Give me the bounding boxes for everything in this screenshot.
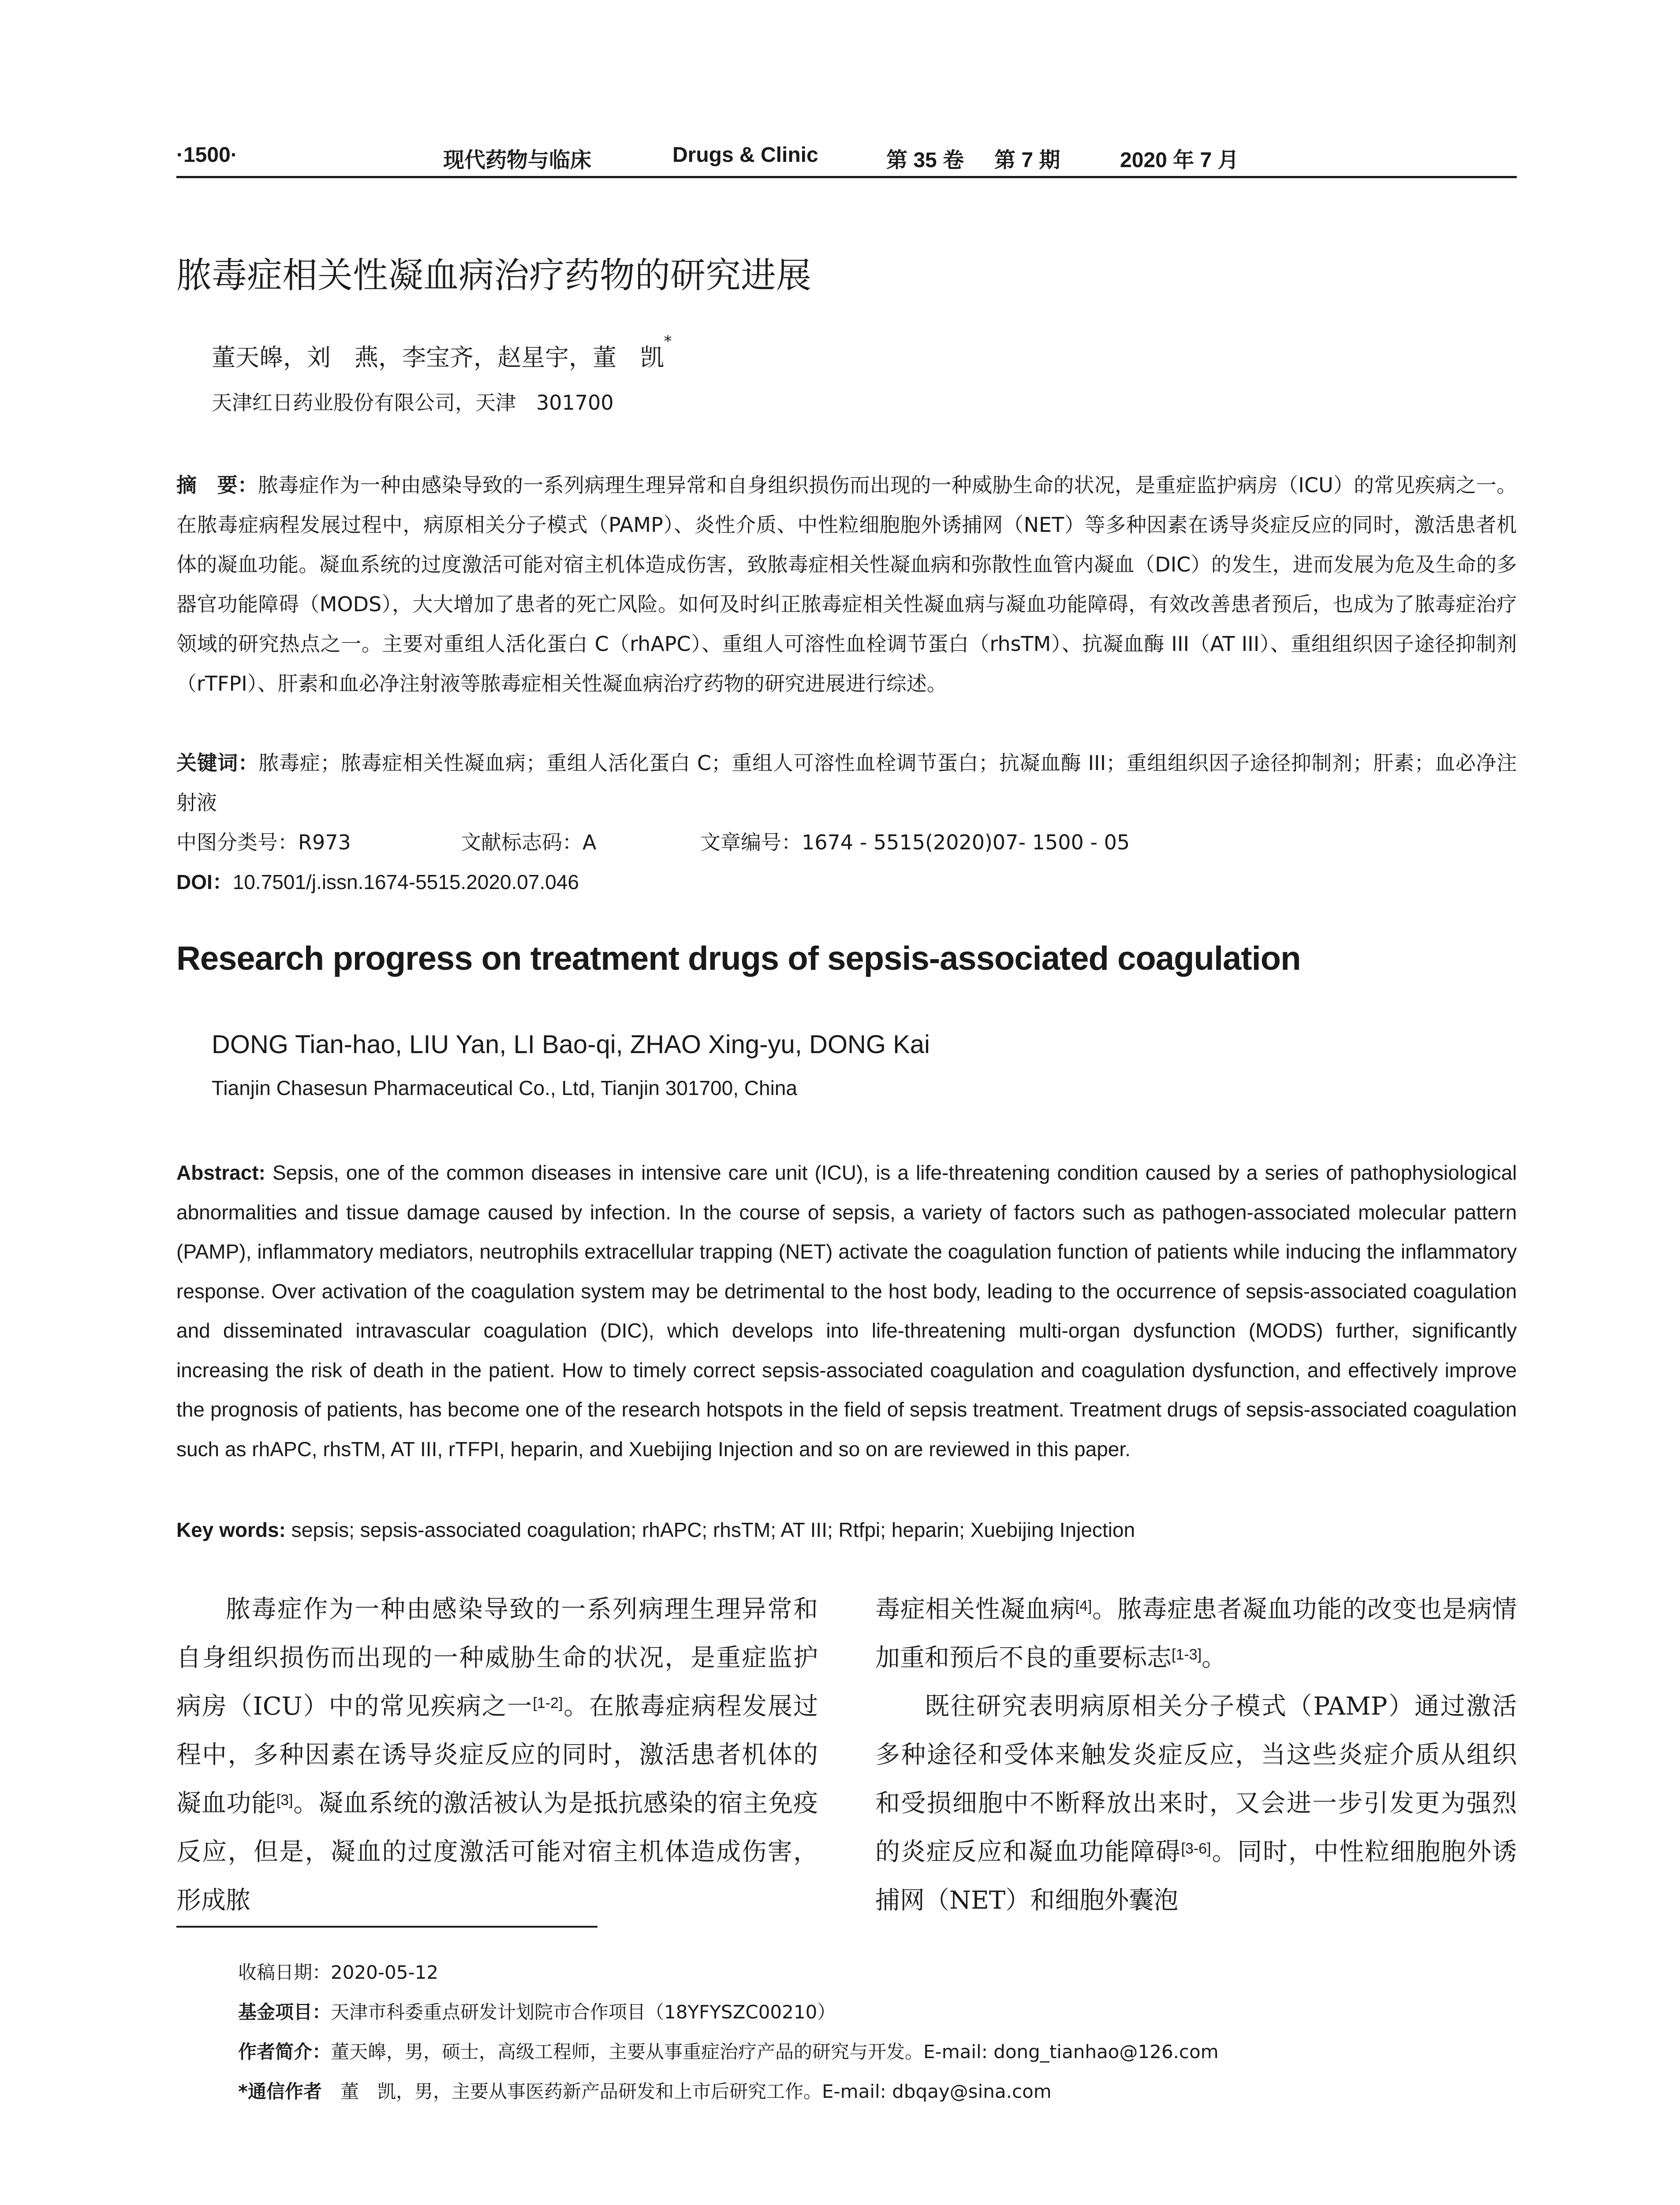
footnote-author-text: 董天皞，男，硕士，高级工程师，主要从事重症治疗产品的研究与开发。E-mail: dong_tianhao@126.com xyxy=(331,2041,1219,2063)
body-text: 。凝血系统的激活被认为是抵抗感染的宿主免疫反应，但是，凝血的过度激活可能对宿主机体造成伤害，形成脓 xyxy=(176,1789,818,1915)
body-text: 脓毒症作为一种由感染导致的一系列病理生理异常和自身组织损伤而出现的一种威胁生命的状况，是重症监护病房（ICU）中的常见疾病之一 xyxy=(176,1595,818,1721)
doi-line xyxy=(176,862,579,902)
footnote-fund xyxy=(238,1998,836,2024)
citation-ref[interactable]: [3-6] xyxy=(1181,1840,1211,1857)
authors-en: DONG Tian-hao, LIU Yan, LI Bao-qi, ZHAO Xing-yu, DONG Kai xyxy=(212,1030,930,1059)
journal-name-en: Drugs & Clinic xyxy=(672,143,818,167)
body-text: 。 xyxy=(1202,1644,1227,1672)
abstract-en xyxy=(176,1153,1517,1469)
citation-ref[interactable]: [4] xyxy=(1075,1598,1092,1615)
issue-date: 2020 年 7 月 xyxy=(1120,149,1239,172)
abstract-cn-label: 摘 要： xyxy=(176,473,258,497)
footnote-corr-label: *通信作者 xyxy=(238,2081,322,2102)
body-paragraph xyxy=(176,1585,818,1925)
body-column-right xyxy=(875,1585,1517,1925)
keywords-cn-text: 脓毒症；脓毒症相关性凝血病；重组人活化蛋白 C；重组人可溶性血栓调节蛋白；抗凝血酶 III；重组组织因子途径抑制剂；肝素；血必净注射液 xyxy=(176,751,1517,815)
affiliation-cn: 天津红日药业股份有限公司，天津 301700 xyxy=(212,391,614,415)
body-paragraph xyxy=(875,1585,1517,1682)
abstract-en-label: Abstract: xyxy=(176,1161,265,1184)
footnote-received: 收稿日期：2020-05-12 xyxy=(238,1962,439,1983)
keywords-en-text: sepsis; sepsis-associated coagulation; rhAPC; rhsTM; AT III; Rtfpi; heparin; Xuebijing Injection xyxy=(291,1518,1135,1541)
article-title-en: Research progress on treatment drugs of sepsis-associated coagulation xyxy=(176,940,1301,977)
doi-label: DOI： xyxy=(176,871,233,893)
page-number: ·1500· xyxy=(176,143,238,167)
classification-line xyxy=(176,822,1517,862)
abstract-en-text: Sepsis, one of the common diseases in intensive care unit (ICU), is a life-threatening condition caused by a series of pathophysiological abnormalities and tissue damage caused by infection. In the course of sepsis, a variety of factors such as pathogen-associated molecular pattern (PAMP), inflammatory mediators, neutrophils extracellular trapping (NET) activate the coagulation function of patients while inducing the inflammatory response. Over activation of the coagulation system may be detrimental to the host body, leading to the occurrence of sepsis-associated coagulation and disseminated intravascular coagulation (DIC), which develops into life-threatening multi-organ dysfunction (MODS) further, significantly increasing the risk of death in the patient. How to timely correct sepsis-associated coagulation and coagulation dysfunction, and effectively improve the prognosis of patients, has become one of the research hotspots in the field of sepsis treatment. Treatment drugs of sepsis-associated coagulation such as rhAPC, rhsTM, AT III, rTFPI, heparin, and Xuebijing Injection and so on are reviewed in this paper. xyxy=(176,1161,1517,1461)
running-header xyxy=(176,140,1517,178)
footnote-corresponding xyxy=(238,2077,1052,2104)
footnote-corr-text: 董 凯，男，主要从事医药新产品研发和上市后研究工作。E-mail: dbqay@sina.com xyxy=(321,2081,1052,2102)
body-paragraph xyxy=(875,1682,1517,1925)
abstract-cn xyxy=(176,465,1517,703)
authors-cn-names: 董天皞，刘 燕，李宝齐，赵星宇，董 凯 xyxy=(212,344,664,371)
keywords-cn-label: 关键词： xyxy=(176,751,259,775)
affiliation-en: Tianjin Chasesun Pharmaceutical Co., Ltd, Tianjin 301700, China xyxy=(212,1076,797,1099)
citation-ref[interactable]: [1-3] xyxy=(1172,1646,1202,1663)
footnote-fund-label: 基金项目： xyxy=(238,2001,331,2023)
abstract-cn-text: 脓毒症作为一种由感染导致的一系列病理生理异常和自身组织损伤而出现的一种威胁生命的状况，是重症监护病房（ICU）的常见疾病之一。在脓毒症病程发展过程中，病原相关分子模式（PAMP）、炎性介质、中性粒细胞胞外诱捕网（NET）等多种因素在诱导炎症反应的同时，激活患者机体的凝血功能。凝血系统的过度激活可能对宿主机体造成伤害，致脓毒症相关性凝血病和弥散性血管内凝血（DIC）的发生，进而发展为危及生命的多器官功能障碍（MODS），大大增加了患者的死亡风险。如何及时纠正脓毒症相关性凝血病与凝血功能障碍，有效改善患者预后，也成为了脓毒症治疗领域的研究热点之一。主要对重组人活化蛋白 C（rhAPC）、重组人可溶性血栓调节蛋白（rhsTM）、抗凝血酶 III（AT III）、重组组织因子途径抑制剂（rTFPI）、肝素和血必净注射液等脓毒症相关性凝血病治疗药物的研究进展进行综述。 xyxy=(176,473,1517,695)
footnote-divider xyxy=(176,1926,597,1928)
citation-ref[interactable]: [3] xyxy=(276,1792,293,1809)
citation-ref[interactable]: [1-2] xyxy=(533,1695,563,1712)
clc-number: 中图分类号：R973 xyxy=(176,830,351,854)
keywords-en-label: Key words: xyxy=(176,1518,286,1541)
body-text: 。脓毒症患者凝血功能的改变也是病情加重和预后不良的重要标志 xyxy=(875,1595,1517,1672)
article-title-cn: 脓毒症相关性凝血病治疗药物的研究进展 xyxy=(176,255,811,296)
keywords-en xyxy=(176,1510,1517,1550)
document-code: 文献标志码：A xyxy=(461,830,597,854)
corresponding-mark: * xyxy=(664,333,672,350)
journal-name-cn: 现代药物与临床 xyxy=(443,148,592,172)
footnote-fund-text: 天津市科委重点研发计划院市合作项目（18YFYSZC00210） xyxy=(331,2001,836,2023)
issue: 第 7 期 xyxy=(994,149,1060,172)
authors-cn xyxy=(212,333,672,373)
keywords-cn xyxy=(176,743,1517,822)
body-text: 既往研究表明病原相关分子模式（PAMP）通过激活多种途径和受体来触发炎症反应，当这些炎症介质从组织和受损细胞中不断释放出来时，又会进一步引发更为强烈的炎症反应和凝血功能障碍 xyxy=(875,1692,1517,1866)
body-text: 毒症相关性凝血病 xyxy=(875,1595,1075,1624)
body-column-left xyxy=(176,1585,818,1925)
doi-link[interactable]: 10.7501/j.issn.1674-5515.2020.07.046 xyxy=(232,871,579,893)
volume: 第 35 卷 xyxy=(886,149,964,172)
article-number: 文章编号：1674 - 5515(2020)07- 1500 - 05 xyxy=(700,830,1130,854)
footnote-author-bio xyxy=(238,2037,1219,2064)
body-text: 。在脓毒症病程发展过程中，多种因素在诱导炎症反应的同时，激活患者机体的凝血功能 xyxy=(176,1692,818,1818)
footnote-author-label: 作者简介： xyxy=(238,2041,331,2063)
body-text: 。同时，中性粒细胞胞外诱捕网（NET）和细胞外囊泡 xyxy=(875,1838,1517,1915)
